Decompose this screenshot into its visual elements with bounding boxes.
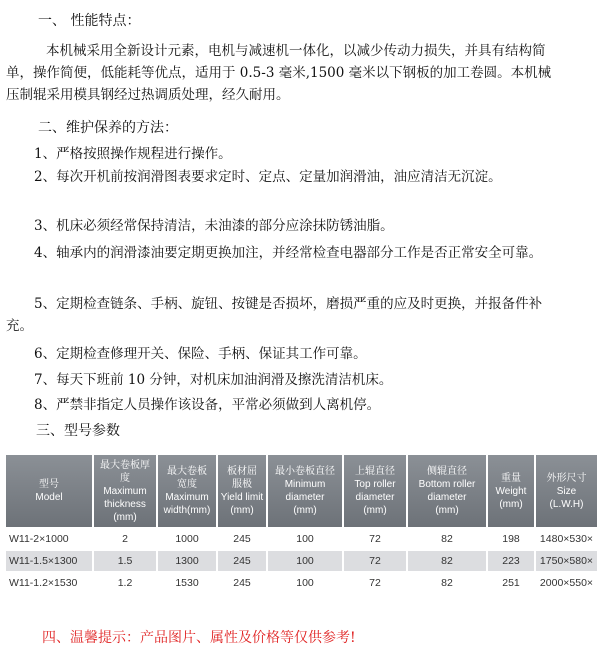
table-cell: 100 [268, 529, 342, 549]
maintenance-item-2: 2、每次开机前按润滑图表要求定时、定点、定量加润滑油，油应清洁无沉淀。 [34, 169, 502, 185]
spec-table-wrapper [4, 453, 594, 613]
table-cell: 82 [408, 529, 486, 549]
table-cell: 1000 [158, 529, 216, 549]
table-cell: 2 [94, 529, 156, 549]
col-header-model: 型号 Model [6, 455, 92, 527]
spec-header-row [6, 455, 597, 527]
table-row [6, 551, 597, 571]
table-cell: 2000×550× [536, 573, 597, 593]
col-header-size: 外形尺寸 Size (L.W.H) [536, 455, 597, 527]
col-header-max-width: 最大卷板 宽度 Maximum width(mm) [158, 455, 216, 527]
section-2-heading: 二、维护保养的方法： [38, 120, 178, 136]
table-row [6, 573, 597, 593]
maintenance-item-3: 3、机床必须经常保持清洁，未油漆的部分应涂抹防锈油脂。 [34, 218, 394, 234]
col-header-min-diameter: 最小卷板直径 Minimum diameter (mm) [268, 455, 342, 527]
table-cell: 1530 [158, 573, 216, 593]
section-1-paragraph: 本机械采用全新设计元素，电机与减速机一体化，以减少传动力损失，并具有结构简单，操作简便，低能耗等优点，适用于 0.5-3 毫米,1500 毫米以下钢板的加工卷圆。本机械压制辊采用模具钢经过热调质处理，经久耐用。 [6, 43, 552, 103]
table-cell: 223 [488, 551, 534, 571]
table-cell: 1.2 [94, 573, 156, 593]
table-cell: 1.5 [94, 551, 156, 571]
table-cell: W11-1.5×1300 [6, 551, 92, 571]
table-cell: 100 [268, 551, 342, 571]
maintenance-item-6: 6、定期检查修理开关、保险、手柄、保证其工作可靠。 [34, 346, 367, 362]
section-3-heading: 三、型号参数 [36, 423, 120, 439]
table-cell: 1480×530× [536, 529, 597, 549]
table-cell: 245 [218, 529, 266, 549]
table-cell: 1300 [158, 551, 216, 571]
table-cell: 198 [488, 529, 534, 549]
col-header-weight: 重量 Weight (mm) [488, 455, 534, 527]
maintenance-item-8: 8、严禁非指定人员操作该设备，平常必须做到人离机停。 [34, 397, 381, 413]
notice-text: 四、温馨提示：产品图片、属性及价格等仅供参考! [42, 630, 356, 646]
table-cell: 1750×580× [536, 551, 597, 571]
table-cell: 251 [488, 573, 534, 593]
table-cell: 72 [344, 529, 406, 549]
table-cell: 72 [344, 573, 406, 593]
col-header-max-thickness: 最大卷板厚度 Maximum thickness (mm) [94, 455, 156, 527]
table-cell: 82 [408, 573, 486, 593]
table-cell: 245 [218, 551, 266, 571]
table-row [6, 529, 597, 549]
table-cell: 245 [218, 573, 266, 593]
table-cell: W11-2×1000 [6, 529, 92, 549]
table-cell: W11-1.2×1530 [6, 573, 92, 593]
section-1-heading: 一、 性能特点： [38, 13, 141, 29]
col-header-bottom-roller: 侧辊直径 Bottom roller diameter (mm) [408, 455, 486, 527]
maintenance-item-1: 1、严格按照操作规程进行操作。 [34, 146, 232, 162]
table-cell: 100 [268, 573, 342, 593]
maintenance-item-7: 7、每天下班前 10 分钟，对机床加油润滑及擦洗清洁机床。 [34, 372, 393, 388]
col-header-top-roller: 上辊直径 Top roller diameter (mm) [344, 455, 406, 527]
col-header-yield-limit: 板材屈 服极 Yield limit (mm) [218, 455, 266, 527]
maintenance-item-5: 5、定期检查链条、手柄、旋钮、按键是否损坏，磨损严重的应及时更换，并报备件补充。 [6, 296, 543, 334]
table-cell: 82 [408, 551, 486, 571]
spec-table [4, 453, 599, 595]
maintenance-item-4: 4、轴承内的润滑漆油要定期更换加注，并经常检查电器部分工作是否正常安全可靠。 [34, 245, 543, 261]
table-cell: 72 [344, 551, 406, 571]
